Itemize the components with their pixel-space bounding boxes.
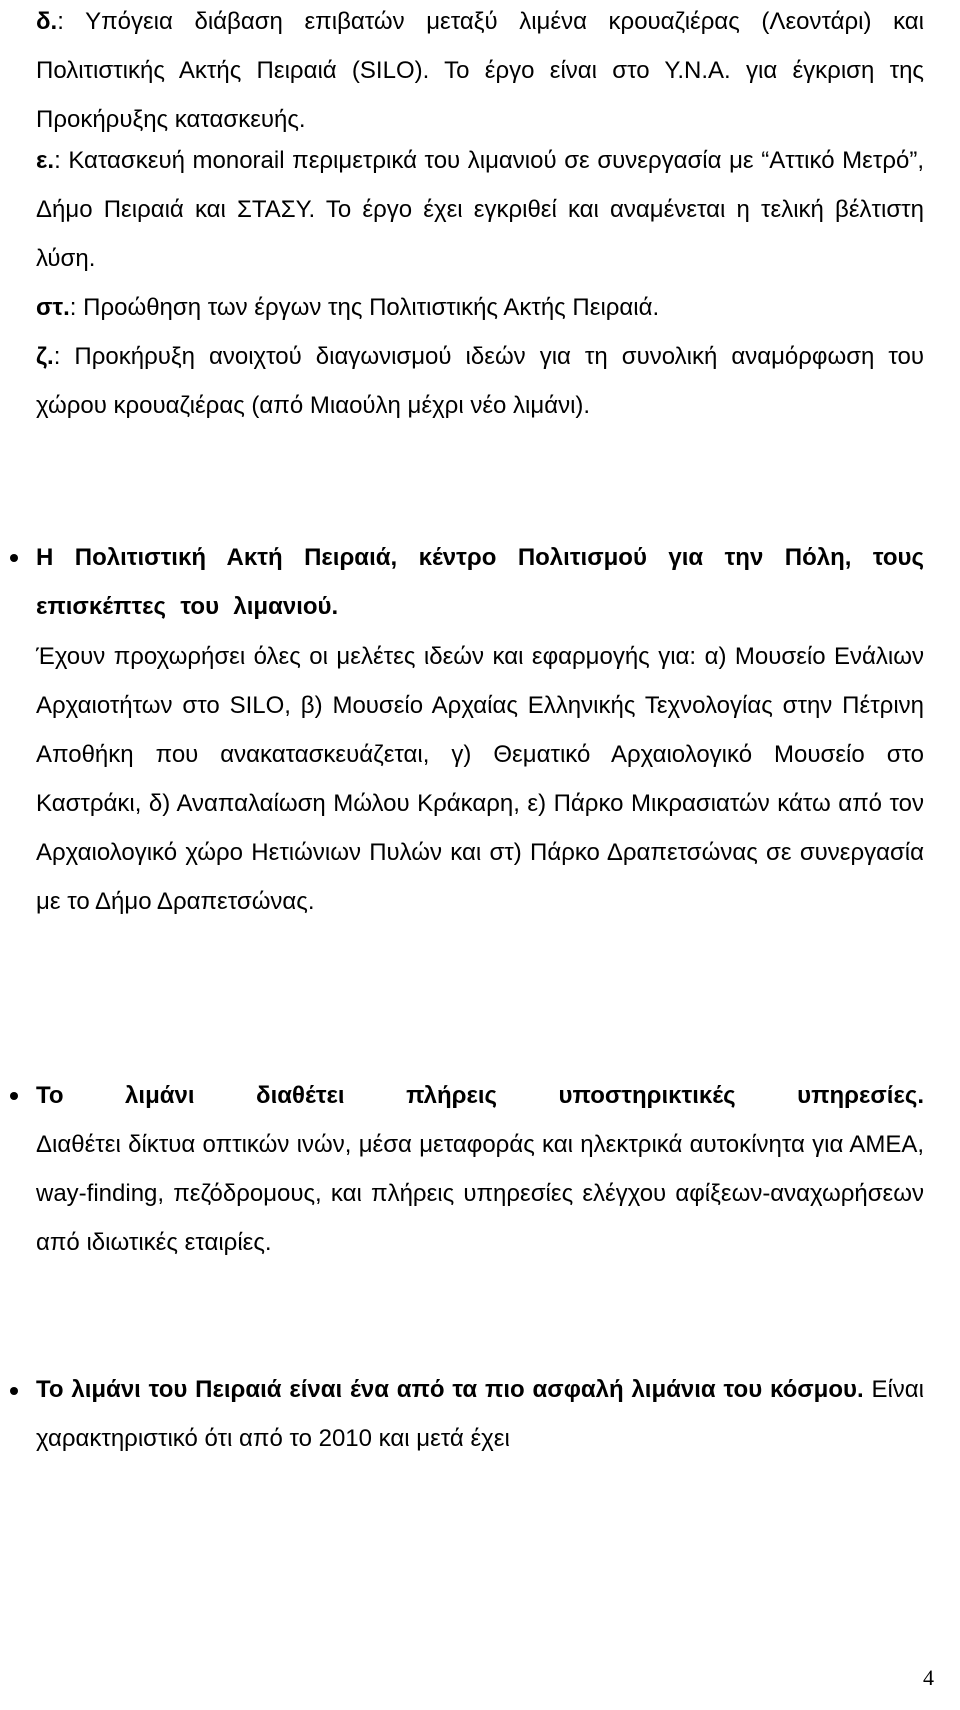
item-e (36, 136, 924, 283)
item-st-label: στ. (36, 294, 70, 321)
item-st (36, 283, 924, 332)
item-d (36, 0, 924, 144)
section-safety-body: Είναι χαρακτηριστικό ότι από το 2010 και μετά έχει (36, 1376, 925, 1452)
section-safety (36, 1365, 924, 1463)
section-safety-heading: Το λιμάνι του Πειραιά είναι ένα από τα πιο ασφαλή λιμάνια του κόσμου. (36, 1376, 864, 1403)
page-number: 4 (923, 1665, 934, 1690)
item-e-label: ε. (36, 147, 55, 174)
section-services-heading: Το λιμάνι διαθέτει πλήρεις υποστηρικτικές υπηρεσίες. (36, 1082, 924, 1109)
item-st-text: : Προώθηση των έργων της Πολιτιστικής Ακτής Πειραιά. (69, 294, 660, 321)
bullet-dot-services (10, 1092, 18, 1100)
section-culture-body: Έχουν προχωρήσει όλες οι μελέτες ιδεών και εφαρμογής για: α) Μουσείο Ενάλιων Αρχαιοτήτων στο SILO, β) Μουσείο Αρχαίας Ελληνικής Τεχνολογίας στην Πέτρινη Αποθήκη που ανακατασκευάζεται, γ) Θεματικό Αρχαιολογικό Μουσείο στο Καστράκι, δ) Αναπαλαίωση Μώλου Κράκαρη, ε) Πάρκο Μικρασιατών κάτω από τον Αρχαιολογικό χώρο Ηετιώνιων Πυλών και στ) Πάρκο Δραπετσώνας σε συνεργασία με το Δήμο Δραπετσώνας. (36, 643, 924, 915)
item-z (36, 332, 924, 430)
section-culture-heading: Η Πολιτιστική Ακτή Πειραιά, κέντρο Πολιτισμού για την Πόλη, τους επισκέπτες του λιμανιού. (36, 544, 924, 620)
item-z-text: : Προκήρυξη ανοιχτού διαγωνισμού ιδεών για τη συνολική αναμόρφωση του χώρου κρουαζιέρας (από Μιαούλη μέχρι νέο λιμάνι). (36, 343, 924, 419)
item-e-text: : Κατασκευή monorail περιμετρικά του λιμανιού σε συνεργασία με “Αττικό Μετρό”, Δήμο Πειραιά και ΣΤΑΣΥ. Το έργο έχει εγκριθεί και αναμένεται η τελική βέλτιστη λύση. (36, 147, 924, 272)
item-d-text: : Υπόγεια διάβαση επιβατών μεταξύ λιμένα κρουαζιέρας (Λεοντάρι) και Πολιτιστικής Ακτής Πειραιά (SILO). Το έργο είναι στο Υ.Ν.Α. για έγκριση της Προκήρυξης κατασκευής. (36, 8, 924, 133)
bullet-dot-culture (10, 554, 18, 562)
item-d-label: δ. (36, 8, 58, 35)
item-z-label: ζ. (36, 343, 54, 370)
section-services-body: Διαθέτει δίκτυα οπτικών ινών, μέσα μεταφοράς και ηλεκτρικά αυτοκίνητα για ΑΜΕΑ, way-finding, πεζόδρομους, και πλήρεις υπηρεσίες ελέγχου αφίξεων-αναχωρήσεων από ιδιωτικές εταιρίες. (36, 1131, 924, 1256)
bullet-dot-safety (10, 1387, 18, 1395)
